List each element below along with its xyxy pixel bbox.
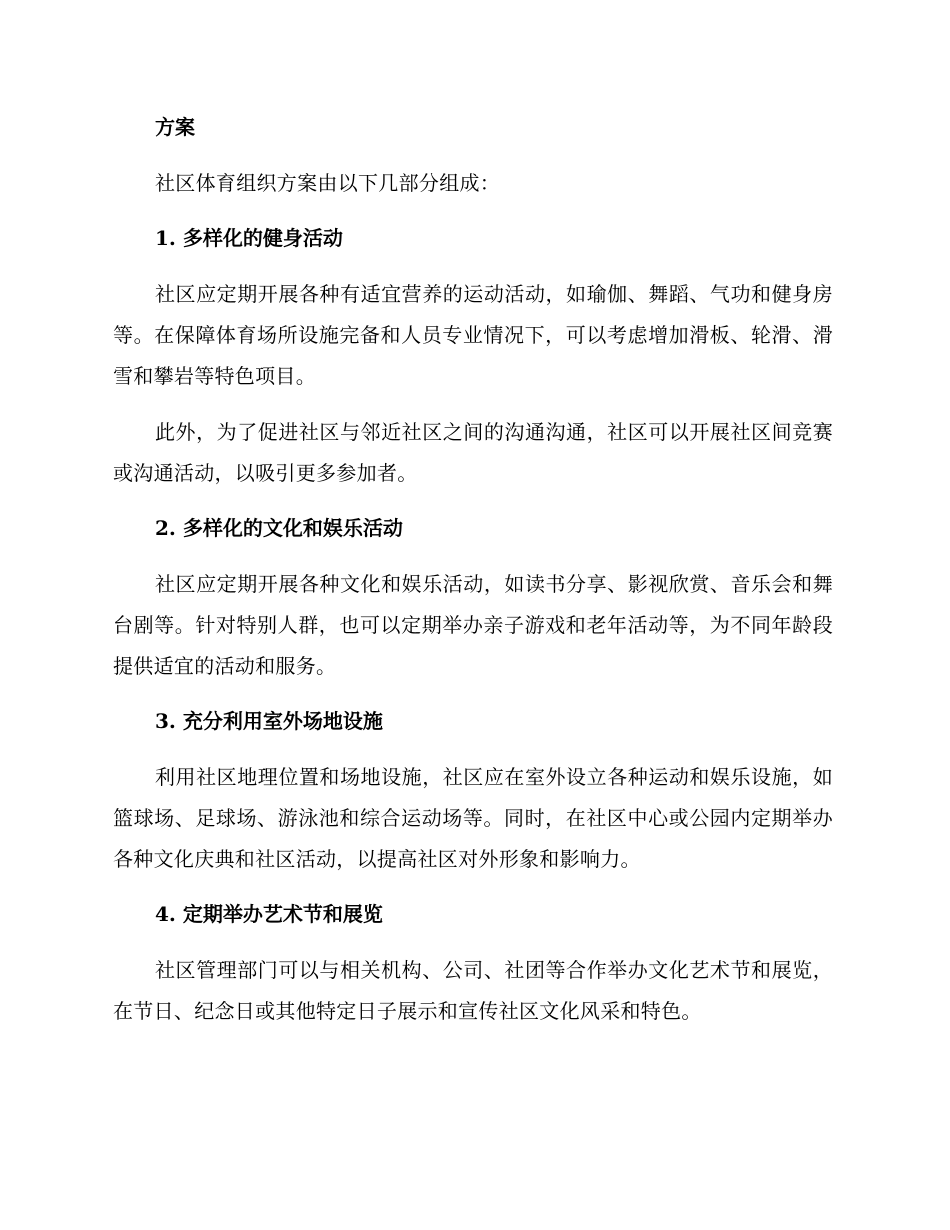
section-1-paragraph-1: 社区应定期开展各种有适宜营养的运动活动，如瑜伽、舞蹈、气功和健身房等。在保障体育场所设施完备和人员专业情况下，可以考虑增加滑板、轮滑、滑雪和攀岩等特色项目。 (113, 282, 833, 388)
section-heading-3: 3. 充分利用室外场地设施 (155, 709, 383, 733)
section-heading-2: 2. 多样化的文化和娱乐活动 (155, 516, 403, 540)
intro-paragraph: 社区体育组织方案由以下几部分组成： (155, 171, 501, 195)
document-body (113, 108, 833, 1047)
section-4-paragraph-1: 社区管理部门可以与相关机构、公司、社团等合作举办文化艺术节和展览，在节日、纪念日或其他特定日子展示和宣传社区文化风采和特色。 (113, 958, 833, 1023)
section-2-paragraph-1: 社区应定期开展各种文化和娱乐活动，如读书分享、影视欣赏、音乐会和舞台剧等。针对特别人群，也可以定期举办亲子游戏和老年活动等，为不同年龄段提供适宜的活动和服务。 (113, 572, 833, 678)
document-title: 方案 (155, 115, 195, 139)
section-heading-4: 4. 定期举办艺术节和展览 (155, 902, 383, 926)
section-3-paragraph-1: 利用社区地理位置和场地设施，社区应在室外设立各种运动和娱乐设施，如篮球场、足球场、游泳池和综合运动场等。同时，在社区中心或公园内定期举办各种文化庆典和社区活动，以提高社区对外形象和影响力。 (113, 765, 833, 871)
section-1-paragraph-2: 此外，为了促进社区与邻近社区之间的沟通沟通，社区可以开展社区间竞赛或沟通活动，以吸引更多参加者。 (113, 420, 833, 485)
section-heading-1: 1. 多样化的健身活动 (155, 226, 343, 250)
